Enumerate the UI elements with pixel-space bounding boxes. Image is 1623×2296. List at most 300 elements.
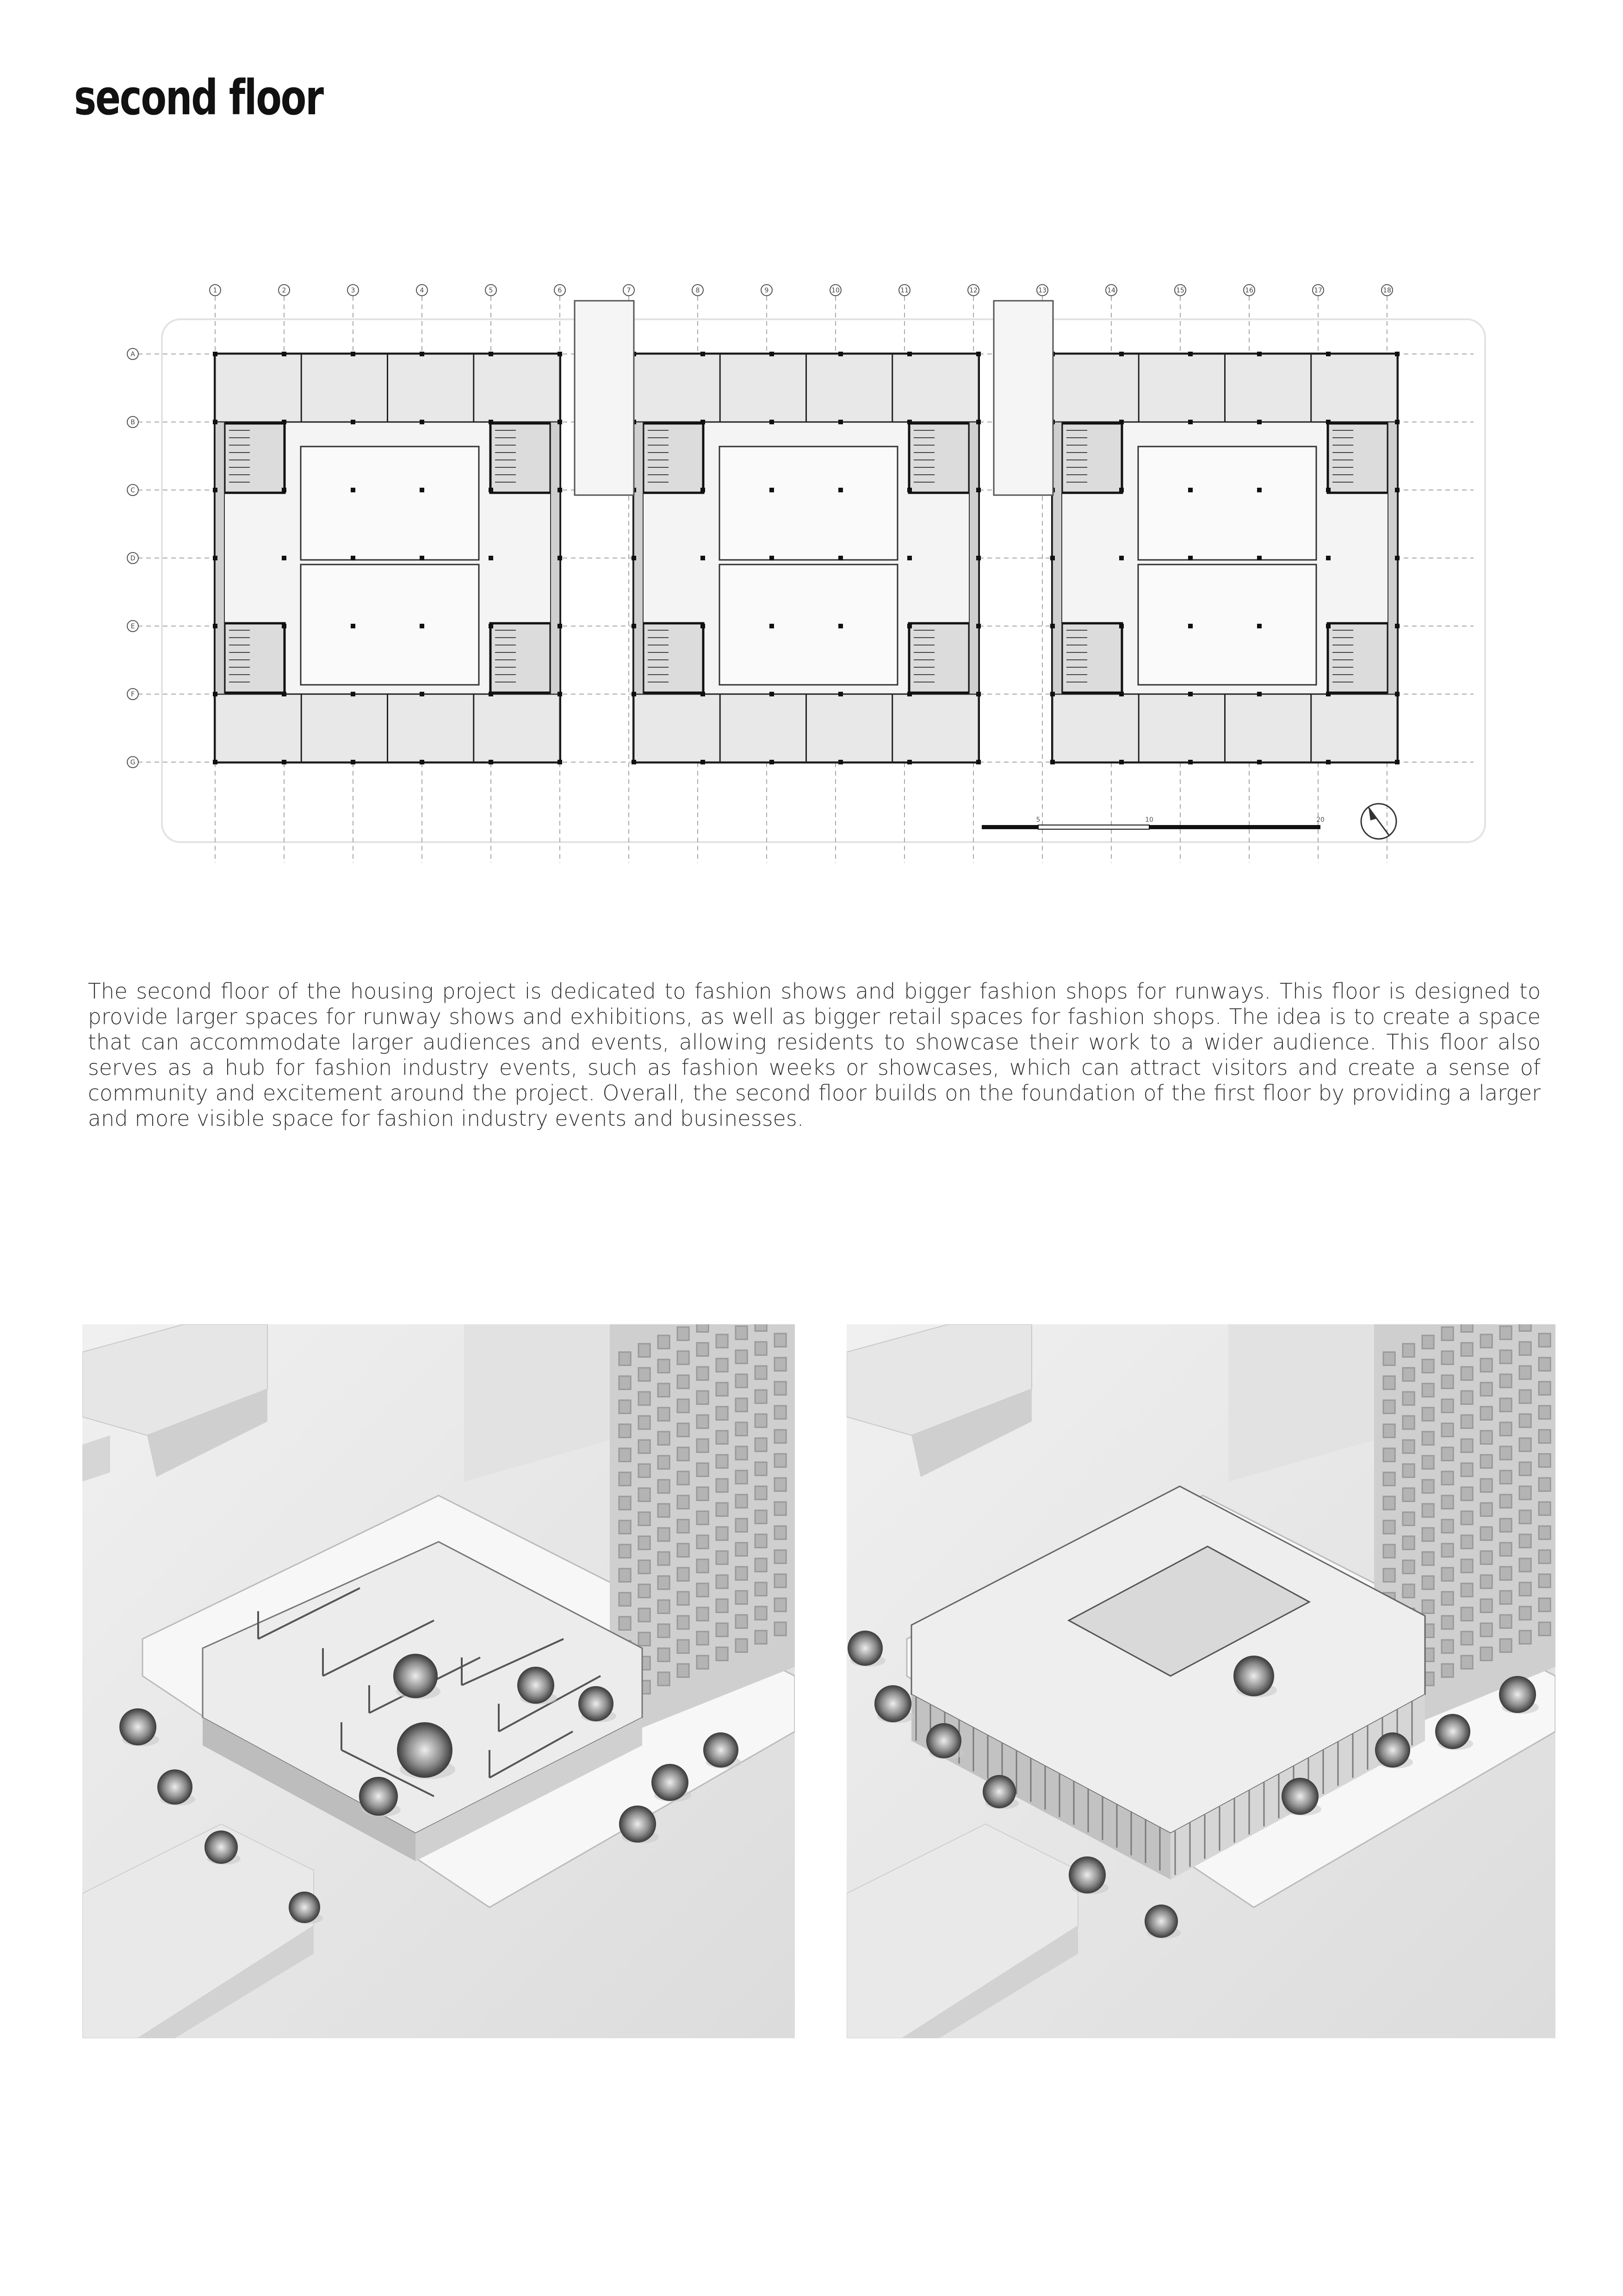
grid-label-9: 9: [764, 287, 769, 294]
tower-window: [1539, 1574, 1550, 1588]
tower-window: [1500, 1543, 1511, 1556]
tower-window: [716, 1383, 728, 1396]
scale-label-20: 20: [1316, 816, 1325, 824]
courtyard-void: [301, 565, 479, 685]
tower-window: [755, 1534, 767, 1548]
tower-window: [755, 1631, 767, 1644]
tower-window: [619, 1569, 631, 1582]
tower-window: [1500, 1639, 1511, 1652]
tower-window: [638, 1488, 650, 1502]
tower-window: [1461, 1559, 1473, 1573]
tower-window: [658, 1528, 669, 1541]
tower-window: [1422, 1528, 1434, 1541]
tower-window: [1461, 1324, 1473, 1332]
grid-label-13: 13: [1038, 287, 1047, 294]
tower-window: [677, 1664, 689, 1677]
tower-window: [658, 1624, 669, 1638]
tower-window: [619, 1424, 631, 1438]
tower-window: [697, 1439, 708, 1452]
tower-window: [755, 1390, 767, 1403]
tower-window: [1422, 1552, 1434, 1565]
tower-window: [638, 1392, 650, 1405]
tower-window: [736, 1326, 747, 1340]
tower-window: [716, 1551, 728, 1564]
tower-window: [697, 1607, 708, 1621]
tower-window: [638, 1512, 650, 1526]
tower-window: [1403, 1584, 1414, 1598]
tower-window: [736, 1615, 747, 1628]
tower-window: [1383, 1569, 1395, 1582]
tower-window: [1539, 1382, 1550, 1395]
tower-window: [1403, 1440, 1414, 1453]
grid-label-11: 11: [900, 287, 909, 294]
tower-window: [716, 1527, 728, 1540]
tower-window: [697, 1367, 708, 1380]
tower-window: [1403, 1560, 1414, 1574]
tower-window: [638, 1464, 650, 1477]
tower-window: [697, 1391, 708, 1404]
grid-label-E: E: [130, 623, 135, 630]
tower-window: [677, 1447, 689, 1461]
tower-window: [755, 1414, 767, 1427]
tower-window: [638, 1536, 650, 1550]
tree-icon: [983, 1775, 1016, 1808]
tower-window: [658, 1504, 669, 1517]
tower-window: [774, 1430, 786, 1443]
description-paragraph: The second floor of the housing project is dedicated to fashion shows and bigger fashion shops for runways. This floor is designed to provide larger spaces for runway shows and exhibitions, as well as bigger retail spaces for fashion shops. The idea is to create a space that can accommodate larger audiences and events, allowing residents to showcase their work to a wider audience. This floor also serves as a hub for fashion industry events, such as fashion weeks or showcases, which can attract visitors and create a sense of community and excitement around the project. Overall, the second floor builds on the foundation of the first floor by providing a larger and more visible space for fashion industry events and businesses.: [88, 979, 1541, 1131]
tower-window: [697, 1583, 708, 1597]
tower-window: [1539, 1502, 1550, 1515]
building-block-1: [213, 352, 562, 764]
tower-window: [1539, 1406, 1550, 1419]
tower-window: [677, 1327, 689, 1340]
tower-window: [1500, 1591, 1511, 1604]
grid-label-A: A: [130, 351, 135, 358]
tower-window: [677, 1544, 689, 1557]
grid-label-12: 12: [969, 287, 978, 294]
tower-window: [638, 1440, 650, 1453]
tower-window: [697, 1535, 708, 1549]
tower-window: [638, 1632, 650, 1646]
tower-window: [697, 1463, 708, 1477]
tower-window: [658, 1600, 669, 1613]
tower-window: [1519, 1342, 1531, 1355]
tower-window: [1519, 1510, 1531, 1524]
grid-label-17: 17: [1314, 287, 1322, 294]
grid-label-10: 10: [831, 287, 840, 294]
tower-window: [1442, 1423, 1453, 1437]
tower-window: [1539, 1334, 1550, 1347]
tower-window: [658, 1552, 669, 1565]
grid-label-4: 4: [420, 287, 424, 294]
tower-window: [774, 1334, 786, 1347]
tower-window: [1539, 1478, 1550, 1491]
tower-window: [1519, 1486, 1531, 1500]
tower-window: [736, 1446, 747, 1460]
tower-window: [1403, 1464, 1414, 1477]
grid-label-8: 8: [695, 287, 700, 294]
tower-window: [1461, 1343, 1473, 1356]
tower-window: [1481, 1575, 1492, 1589]
tower-window: [1500, 1615, 1511, 1628]
tree-icon: [874, 1685, 911, 1722]
courtyard-void: [719, 565, 898, 685]
tower-window: [1519, 1582, 1531, 1596]
tower-window: [638, 1368, 650, 1381]
tower-window: [755, 1366, 767, 1379]
tower-window: [638, 1344, 650, 1357]
tower-window: [1422, 1456, 1434, 1469]
tree-icon: [1069, 1856, 1106, 1893]
tree-icon: [926, 1723, 961, 1758]
tower-window: [774, 1454, 786, 1467]
tower-window: [716, 1503, 728, 1516]
tower-window: [1442, 1640, 1453, 1653]
tree-icon: [578, 1686, 613, 1721]
tower-window: [716, 1359, 728, 1372]
tree-icon: [651, 1764, 688, 1801]
tower-window: [658, 1648, 669, 1662]
tower-window: [697, 1511, 708, 1525]
tower-window: [736, 1495, 747, 1508]
tower-window: [697, 1559, 708, 1573]
tower-window: [1519, 1324, 1531, 1331]
tower-window: [1481, 1599, 1492, 1613]
tower-window: [677, 1423, 689, 1437]
tower-window: [1461, 1535, 1473, 1549]
tower-window: [1403, 1368, 1414, 1381]
tower-window: [677, 1640, 689, 1653]
tower-window: [658, 1480, 669, 1493]
tower-window: [774, 1358, 786, 1371]
tower-window: [638, 1584, 650, 1598]
tower-window: [1539, 1430, 1550, 1443]
tower-window: [658, 1359, 669, 1373]
tower-window: [716, 1431, 728, 1444]
tower-window: [1422, 1408, 1434, 1421]
tower-window: [736, 1374, 747, 1388]
tower-window: [1461, 1632, 1473, 1645]
tower-window: [1422, 1384, 1434, 1397]
tower-window: [755, 1558, 767, 1572]
tower-window: [697, 1324, 708, 1332]
courtyard-void: [1138, 447, 1316, 560]
tower-window: [619, 1472, 631, 1486]
tower-window: [1403, 1416, 1414, 1429]
grid-label-1: 1: [213, 287, 217, 294]
tower-window: [774, 1574, 786, 1588]
tree-icon: [393, 1654, 438, 1698]
tower-window: [1500, 1519, 1511, 1532]
scale-bar: [982, 816, 1325, 829]
tower-window: [1500, 1326, 1511, 1340]
tower-window: [1481, 1623, 1492, 1637]
tower-window: [1539, 1622, 1550, 1636]
tower-window: [677, 1471, 689, 1485]
tower-window: [774, 1526, 786, 1539]
courtyard-void: [1138, 565, 1316, 685]
tower-window: [716, 1479, 728, 1492]
tower-window: [1442, 1568, 1453, 1581]
tower-window: [1442, 1664, 1453, 1677]
tower-window: [755, 1342, 767, 1355]
grid-label-F: F: [130, 691, 135, 698]
tower-window: [658, 1576, 669, 1589]
tower-window: [716, 1575, 728, 1589]
tower-window: [1481, 1647, 1492, 1661]
tower-window: [677, 1496, 689, 1509]
tower-window: [736, 1350, 747, 1364]
axonometric-render-right: [847, 1324, 1555, 2038]
tower-window: [1519, 1462, 1531, 1476]
tower-window: [716, 1407, 728, 1420]
tower-window: [1422, 1504, 1434, 1517]
tower-window: [1461, 1487, 1473, 1501]
tower-window: [716, 1334, 728, 1348]
tower-window: [638, 1608, 650, 1622]
tower-window: [1403, 1392, 1414, 1405]
tower-window: [1422, 1480, 1434, 1493]
tower-window: [1481, 1407, 1492, 1420]
tower-window: [1403, 1536, 1414, 1550]
tower-window: [1481, 1383, 1492, 1396]
tower-window: [755, 1486, 767, 1500]
scale-label-5: 5: [1036, 816, 1041, 824]
tower-window: [1539, 1550, 1550, 1564]
grid-label-G: G: [130, 759, 136, 766]
tower-window: [677, 1399, 689, 1413]
tower-window: [1442, 1447, 1453, 1461]
tower-window: [1461, 1511, 1473, 1525]
grid-label-15: 15: [1176, 287, 1184, 294]
tower-window: [1383, 1352, 1395, 1365]
grid-label-18: 18: [1383, 287, 1391, 294]
tower-window: [1461, 1583, 1473, 1597]
tower-window: [677, 1375, 689, 1389]
tower-window: [1500, 1446, 1511, 1460]
tower-window: [755, 1438, 767, 1452]
tower-window: [1383, 1424, 1395, 1438]
tower-window: [1481, 1527, 1492, 1540]
tower-window: [697, 1656, 708, 1669]
building-block-3: [1050, 352, 1400, 764]
tower-window: [1422, 1576, 1434, 1589]
tower-window: [619, 1617, 631, 1630]
tower-window: [1422, 1432, 1434, 1445]
tower-window: [1383, 1496, 1395, 1510]
tower-window: [1442, 1592, 1453, 1605]
tower-window: [1442, 1616, 1453, 1629]
tower-window: [1442, 1544, 1453, 1557]
tower-window: [755, 1510, 767, 1524]
tree-icon: [1499, 1676, 1536, 1713]
tower-window: [1403, 1488, 1414, 1502]
axonometric-render-left: [82, 1324, 795, 2038]
tree-icon: [1435, 1714, 1470, 1749]
tower-window: [774, 1550, 786, 1564]
tower-window: [774, 1382, 786, 1395]
tower-window: [1383, 1448, 1395, 1462]
tree-icon: [204, 1831, 238, 1864]
grid-label-14: 14: [1107, 287, 1115, 294]
grid-label-7: 7: [626, 287, 631, 294]
grid-label-16: 16: [1245, 287, 1253, 294]
tower-window: [1481, 1359, 1492, 1372]
tower-window: [774, 1478, 786, 1491]
tower-window: [736, 1519, 747, 1532]
tree-icon: [1282, 1778, 1319, 1815]
tower-window: [1403, 1512, 1414, 1526]
tower-window: [1519, 1607, 1531, 1620]
tower-window: [677, 1351, 689, 1365]
tower-window: [1500, 1567, 1511, 1580]
tower-window: [736, 1639, 747, 1652]
tower-window: [619, 1448, 631, 1462]
tower-window: [677, 1568, 689, 1581]
tower-window: [1461, 1656, 1473, 1669]
tower-window: [1519, 1390, 1531, 1403]
tower-window: [697, 1415, 708, 1428]
tower-window: [736, 1471, 747, 1484]
tower-window: [638, 1416, 650, 1429]
tower-window: [716, 1623, 728, 1637]
tower-window: [1500, 1374, 1511, 1388]
tower-window: [1500, 1471, 1511, 1484]
tree-icon: [848, 1631, 883, 1666]
tower-window: [1481, 1551, 1492, 1564]
tower-window: [774, 1502, 786, 1515]
tower-window: [1442, 1496, 1453, 1509]
tree-icon: [703, 1732, 738, 1768]
tower-window: [1539, 1526, 1550, 1539]
grid-label-C: C: [130, 487, 135, 494]
grid-label-2: 2: [282, 287, 286, 294]
tower-window: [1422, 1359, 1434, 1373]
tower-window: [697, 1343, 708, 1356]
tower-window: [658, 1432, 669, 1445]
tower-window: [716, 1455, 728, 1468]
tower-window: [1481, 1431, 1492, 1444]
tower-window: [736, 1422, 747, 1436]
tower-window: [619, 1400, 631, 1414]
tower-window: [1519, 1558, 1531, 1572]
tower-window: [1519, 1631, 1531, 1644]
tree-icon: [1233, 1656, 1274, 1696]
tree-icon: [517, 1667, 554, 1704]
tower-window: [1403, 1344, 1414, 1357]
grid-label-6: 6: [558, 287, 562, 294]
tower-window: [1481, 1503, 1492, 1516]
tower-window: [697, 1632, 708, 1645]
north-arrow-icon: [1361, 804, 1396, 839]
tree-icon: [359, 1777, 398, 1816]
tower-window: [736, 1398, 747, 1412]
courtyard-void: [719, 447, 898, 560]
tower-window: [658, 1335, 669, 1349]
tower-window: [658, 1408, 669, 1421]
tower-window: [1500, 1350, 1511, 1364]
tower-window: [1539, 1598, 1550, 1612]
tower-window: [1481, 1455, 1492, 1468]
tower-window: [619, 1520, 631, 1534]
tower-window: [736, 1543, 747, 1556]
tower-window: [716, 1647, 728, 1661]
page-title: second floor: [74, 69, 323, 126]
tower-window: [1383, 1376, 1395, 1390]
grid-label-B: B: [130, 419, 135, 426]
tower-window: [619, 1496, 631, 1510]
tower-window: [638, 1560, 650, 1574]
tower-window: [1422, 1335, 1434, 1349]
tower-window: [658, 1672, 669, 1686]
tower-window: [1481, 1334, 1492, 1348]
tower-window: [1500, 1422, 1511, 1436]
tower-window: [1461, 1607, 1473, 1621]
scale-label-10: 10: [1145, 816, 1153, 824]
tower-window: [658, 1384, 669, 1397]
tree-icon: [1375, 1732, 1410, 1768]
tower-window: [677, 1592, 689, 1605]
tower-window: [619, 1593, 631, 1606]
tower-window: [677, 1616, 689, 1629]
courtyard-void: [301, 447, 479, 560]
tower-window: [1422, 1600, 1434, 1613]
grid-label-D: D: [130, 555, 136, 562]
tower-window: [1383, 1520, 1395, 1534]
tower-window: [1519, 1414, 1531, 1427]
tower-window: [1442, 1327, 1453, 1340]
tree-icon: [619, 1806, 656, 1843]
tower-window: [716, 1599, 728, 1613]
tower-window: [1461, 1415, 1473, 1428]
tower-window: [1461, 1439, 1473, 1452]
tower-window: [1442, 1351, 1453, 1365]
tower-window: [619, 1352, 631, 1365]
tower-window: [1461, 1463, 1473, 1477]
tower-window: [755, 1582, 767, 1596]
tower-window: [774, 1622, 786, 1636]
tower-window: [1519, 1366, 1531, 1379]
tower-window: [1519, 1438, 1531, 1452]
tower-window: [1442, 1471, 1453, 1485]
tower-window: [1539, 1358, 1550, 1371]
tower-window: [1461, 1391, 1473, 1404]
tower-window: [1442, 1399, 1453, 1413]
tower-window: [736, 1567, 747, 1580]
tower-window: [619, 1545, 631, 1558]
grid-label-3: 3: [351, 287, 355, 294]
tower-window: [677, 1520, 689, 1533]
tree-icon: [289, 1892, 320, 1923]
tower-window: [1539, 1454, 1550, 1467]
grid-label-5: 5: [489, 287, 493, 294]
tower-window: [1383, 1472, 1395, 1486]
tower-window: [736, 1591, 747, 1604]
floor-plan-drawing: [111, 268, 1490, 875]
tower-window: [1383, 1400, 1395, 1414]
tower-window: [1500, 1398, 1511, 1412]
tower-window: [755, 1462, 767, 1476]
tower-window: [1519, 1534, 1531, 1548]
tower-window: [619, 1376, 631, 1390]
tower-window: [658, 1456, 669, 1469]
tower-window: [755, 1324, 767, 1331]
tower-window: [774, 1598, 786, 1612]
tree-icon: [1145, 1905, 1178, 1938]
tower-window: [1442, 1520, 1453, 1533]
tower-window: [774, 1406, 786, 1419]
tower-window: [697, 1487, 708, 1501]
